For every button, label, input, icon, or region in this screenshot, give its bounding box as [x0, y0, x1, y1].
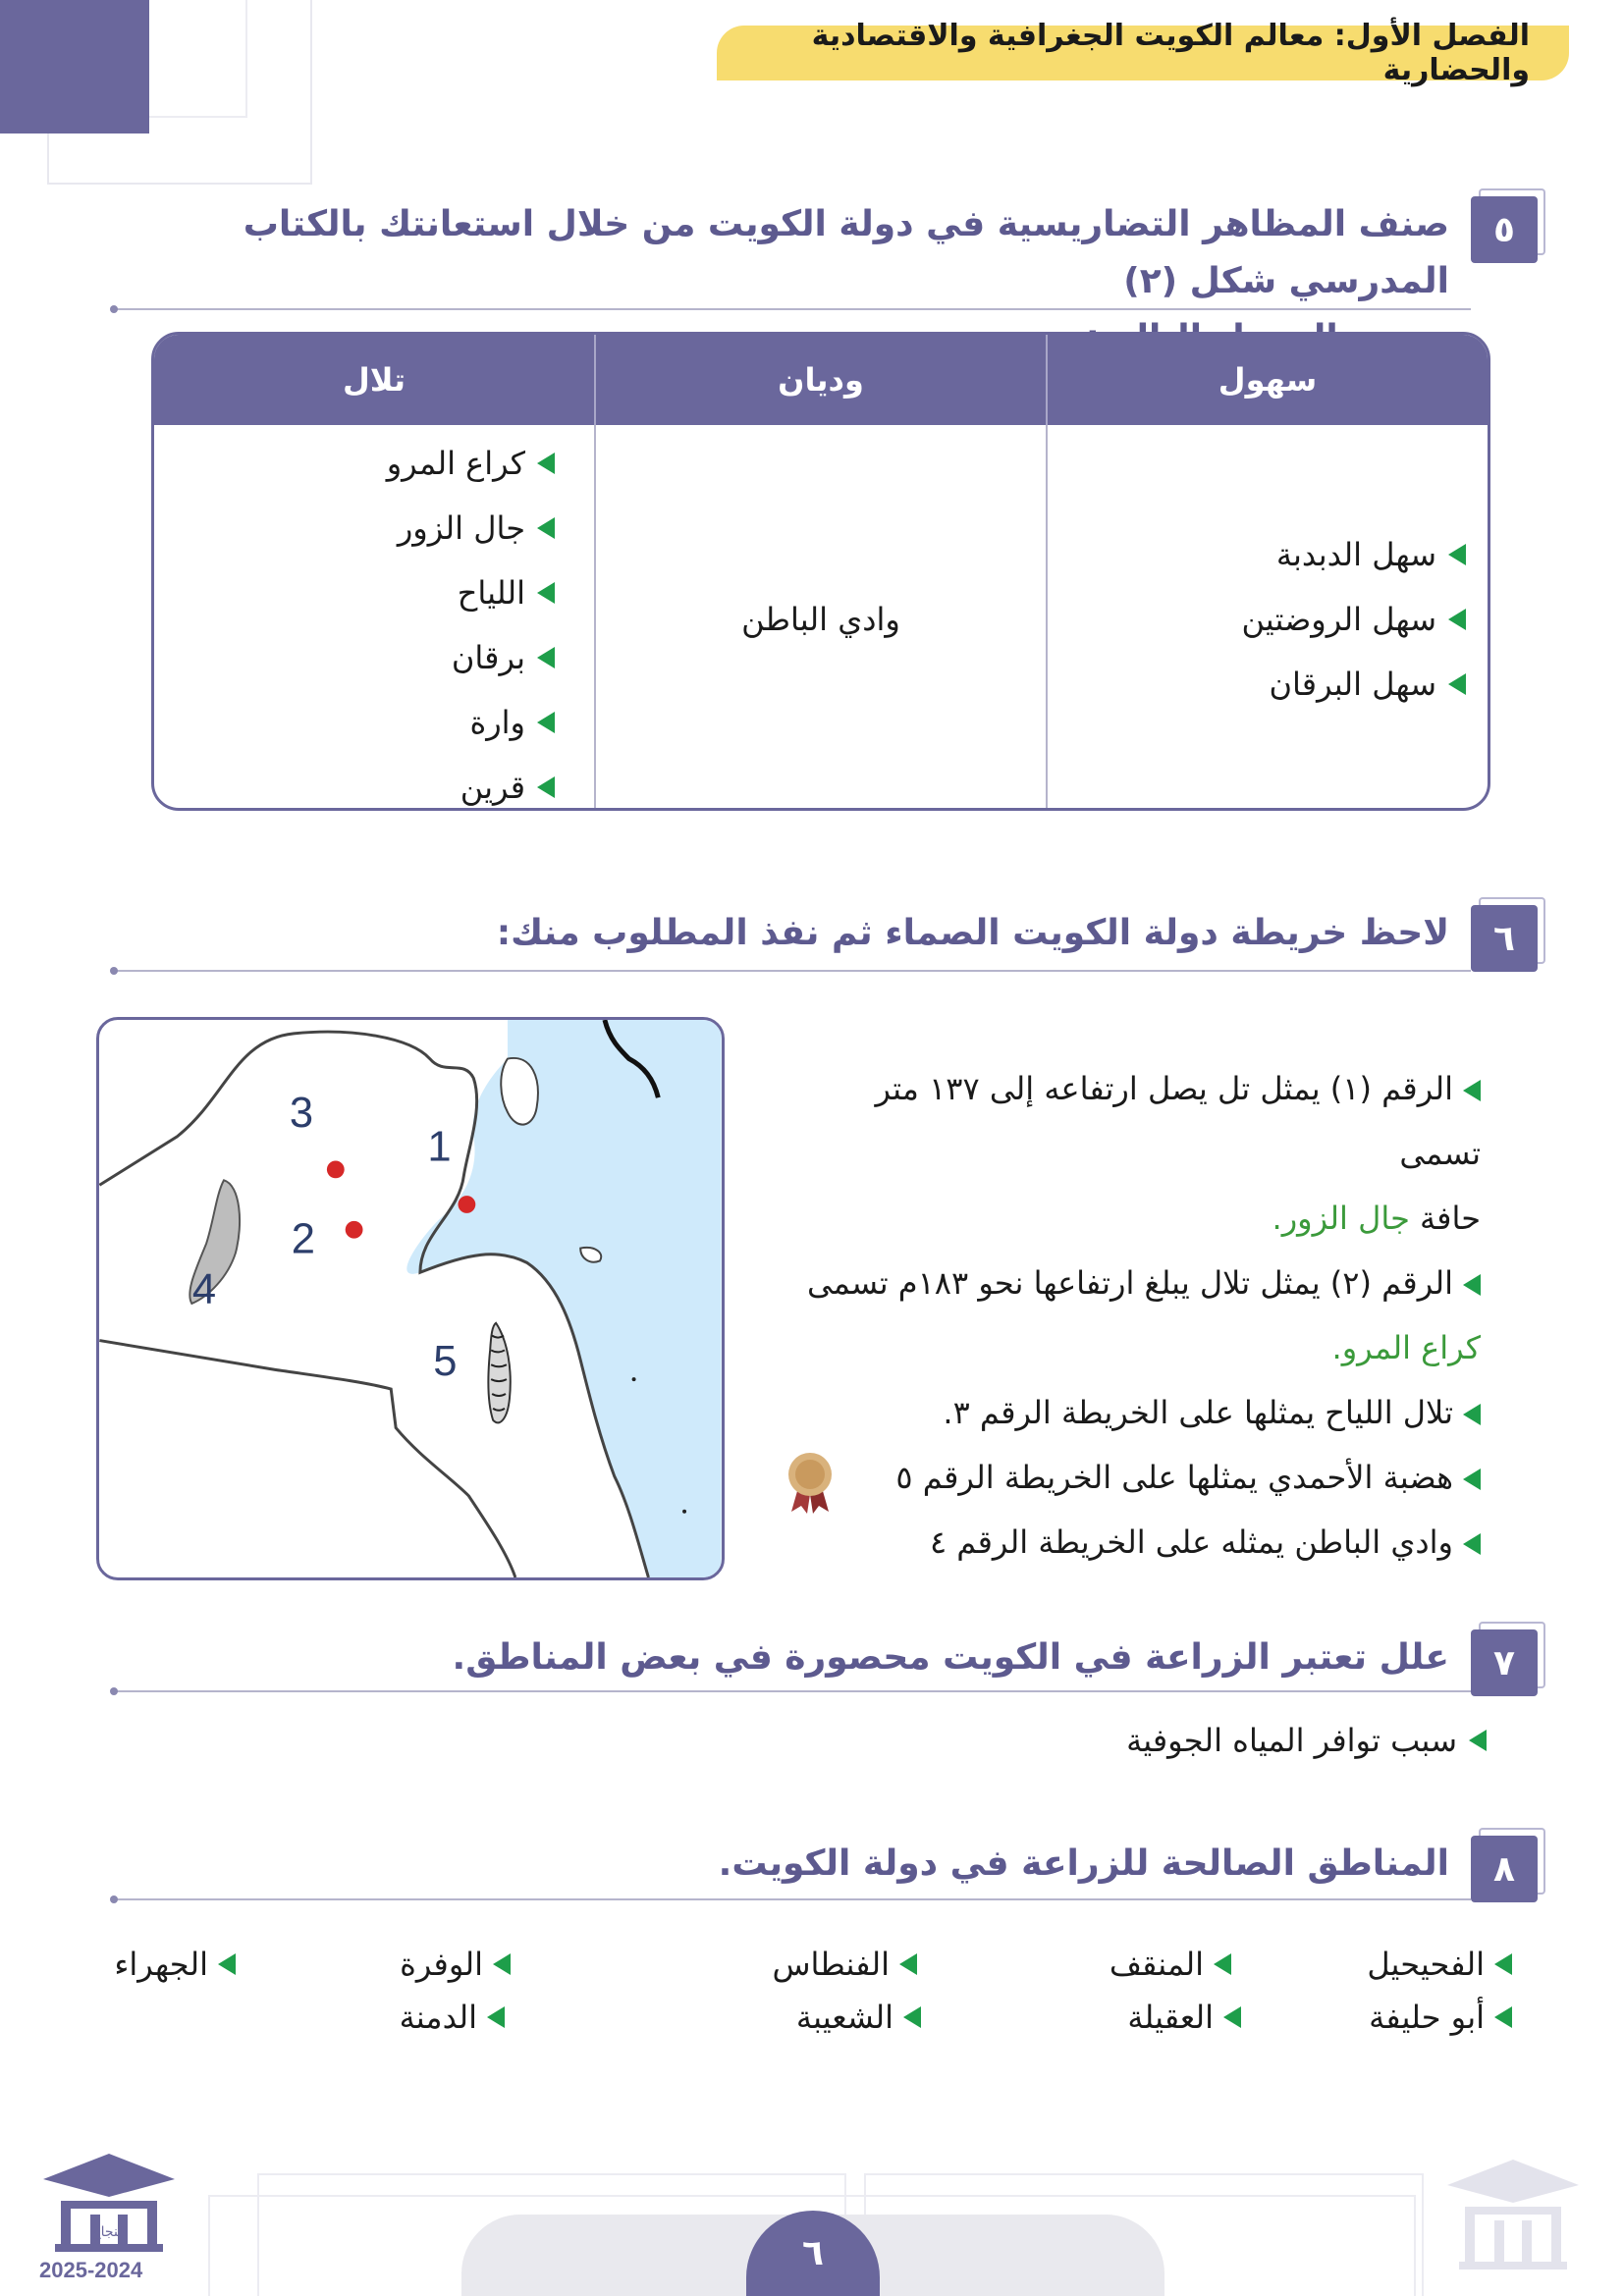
- corner-block-decoration: [0, 0, 149, 133]
- area-name: الدمنة: [399, 1999, 477, 2036]
- arrow-icon: [537, 647, 555, 668]
- question-6-header: [114, 905, 1538, 972]
- answer-4-text: هضبة الأحمدي يمثلها على الخريطة الرقم ٥: [895, 1459, 1453, 1496]
- arrow-icon: [1448, 609, 1466, 630]
- hill-name: وارة: [469, 704, 525, 741]
- area-item: [1367, 1946, 1512, 1983]
- answer-1-text: الرقم (١) يمثل تل يصل ارتفاعه إلى ١٣٧ متر تسمى: [875, 1070, 1481, 1172]
- question-5-number: ٥: [1471, 196, 1538, 263]
- map-dot-small: [632, 1377, 636, 1381]
- map-label-5: 5: [433, 1338, 458, 1386]
- column-header-plains: سهول: [1046, 335, 1488, 425]
- arrow-icon: [537, 517, 555, 539]
- map-point-3: [327, 1160, 345, 1178]
- list-item: [387, 431, 555, 496]
- hill-name: جال الزور: [397, 509, 525, 547]
- question-7-number: ٧: [1471, 1629, 1538, 1696]
- question-7-answer-text: سبب توافر المياه الجوفية: [1126, 1722, 1457, 1759]
- question-5-title-line1: صنف المظاهر التضاريسية في دولة الكويت من خلال استعانتك بالكتاب المدرسي شكل (٢): [243, 204, 1449, 301]
- area-item: [1110, 1946, 1231, 1983]
- answer-item-4: [793, 1445, 1481, 1510]
- area-name: الفحيحيل: [1367, 1946, 1485, 1983]
- arrow-icon: [493, 1953, 511, 1975]
- question-5-rule: [114, 308, 1471, 310]
- answer-3-text: تلال اللياح يمثلها على الخريطة الرقم ٣.: [943, 1394, 1453, 1431]
- chapter-title: الفصل الأول: معالم الكويت الجغرافية والاقتصادية والحضارية: [811, 19, 1530, 87]
- answer-1-value: جال الزور.: [1272, 1200, 1410, 1237]
- list-item: [1241, 652, 1466, 717]
- arrow-icon: [537, 776, 555, 798]
- plain-name: سهل الدبدبة: [1275, 536, 1436, 573]
- list-item: [387, 625, 555, 690]
- list-item: [387, 496, 555, 561]
- hill-name: قرين: [460, 769, 525, 806]
- terrain-table-header: [154, 335, 1488, 425]
- area-name: المنقف: [1109, 1946, 1204, 1983]
- area-item: [1369, 1999, 1512, 2036]
- terrain-table: [151, 332, 1490, 811]
- arrow-icon: [903, 2006, 921, 2028]
- map-label-2: 2: [291, 1215, 316, 1263]
- answer-item-5: [793, 1510, 1481, 1575]
- hill-name: اللياح: [457, 574, 525, 612]
- arrow-icon: [1448, 673, 1466, 695]
- question-8-title: المناطق الصالحة للزراعة في دولة الكويت.: [718, 1843, 1449, 1884]
- kuwait-map-svg: [99, 1020, 722, 1577]
- area-item: [772, 1946, 917, 1983]
- area-item: [1127, 1999, 1241, 2036]
- answer-2-text: الرقم (٢) يمثل تلال يبلغ ارتفاعها نحو ١٨٣م تسمى: [806, 1264, 1453, 1302]
- map-label-1: 1: [427, 1123, 452, 1171]
- arrow-icon: [1494, 2006, 1512, 2028]
- area-item: [796, 1999, 921, 2036]
- plain-name: سهل البرقان: [1269, 666, 1436, 703]
- list-item: [387, 690, 555, 755]
- map-point-1: [458, 1196, 475, 1213]
- valleys-cell: [594, 425, 1046, 811]
- arrow-icon: [537, 712, 555, 733]
- question-6-answers: [793, 1056, 1481, 1575]
- question-6-number: ٦: [1471, 905, 1538, 972]
- question-6-title: لاحظ خريطة دولة الكويت الصماء ثم نفذ المطلوب منك:: [496, 913, 1449, 953]
- area-name: الوفرة: [400, 1946, 483, 1983]
- terrain-table-body: [154, 425, 1488, 811]
- answer-item-2: [793, 1251, 1481, 1315]
- arrow-icon: [218, 1953, 236, 1975]
- answer-2-value: كراع المرو.: [1331, 1329, 1481, 1366]
- arrow-icon: [1214, 1953, 1231, 1975]
- answer-item-1-cont: [793, 1186, 1481, 1251]
- list-item: [387, 755, 555, 811]
- list-item: [387, 561, 555, 625]
- hills-list: [387, 425, 594, 811]
- area-name: الشعيبة: [795, 1999, 893, 2036]
- page-number: ٦: [746, 2211, 880, 2296]
- question-6-rule: [114, 970, 1471, 972]
- plain-name: سهل الروضتين: [1241, 601, 1436, 638]
- logo-text: النجاح: [91, 2224, 127, 2240]
- question-8-header: [114, 1836, 1538, 1902]
- answer-item-2-cont: [793, 1315, 1481, 1380]
- plains-cell: [1046, 425, 1488, 811]
- arrow-icon: [1463, 1080, 1481, 1101]
- answer-5-text: وادي الباطن يمثله على الخريطة الرقم ٤: [929, 1523, 1453, 1561]
- najah-logo-watermark: [1439, 2156, 1587, 2283]
- answer-item-3: [793, 1380, 1481, 1445]
- area-name: العقيلة: [1127, 1999, 1214, 2036]
- answer-item-1: [793, 1056, 1481, 1186]
- area-name: الفنطاس: [772, 1946, 890, 1983]
- list-item: [1241, 522, 1466, 587]
- answer-1-prefix: حافة: [1420, 1200, 1481, 1237]
- map-label-3: 3: [289, 1089, 314, 1137]
- map-point-2: [346, 1221, 363, 1239]
- hill-name: برقان: [451, 639, 525, 676]
- arrow-icon: [899, 1953, 917, 1975]
- question-7-rule: [114, 1690, 1471, 1692]
- kuwait-map: [96, 1017, 725, 1580]
- arrow-icon: [1223, 2006, 1241, 2028]
- area-item: [114, 1946, 236, 1983]
- arrow-icon: [537, 453, 555, 474]
- question-7-answer: [1126, 1722, 1487, 1759]
- arrow-icon: [1469, 1730, 1487, 1751]
- question-8-rule: [114, 1898, 1471, 1900]
- map-dot-small: [682, 1510, 686, 1514]
- arrow-icon: [1494, 1953, 1512, 1975]
- arrow-icon: [1463, 1274, 1481, 1296]
- map-label-4: 4: [191, 1265, 217, 1313]
- sea-area: [406, 1020, 721, 1577]
- area-item: [400, 1999, 505, 2036]
- arrow-icon: [487, 2006, 505, 2028]
- arrow-icon: [1448, 544, 1466, 565]
- question-7-title: علل تعتبر الزراعة في الكويت محصورة في بعض المناطق.: [452, 1637, 1449, 1678]
- logo-year: 2025-2024: [39, 2258, 143, 2282]
- area-name: الجهراء: [114, 1946, 208, 1983]
- hills-cell: [154, 425, 594, 811]
- area-name: أبو حليفة: [1369, 1999, 1485, 2036]
- arrow-icon: [1463, 1468, 1481, 1490]
- column-header-hills: تلال: [342, 361, 406, 399]
- valley-name: وادي الباطن: [741, 601, 900, 638]
- hill-name: كراع المرو: [386, 445, 525, 482]
- plains-list: [1241, 522, 1488, 717]
- question-7-header: [114, 1629, 1538, 1696]
- chapter-banner: [717, 19, 1569, 87]
- arrow-icon: [537, 582, 555, 604]
- arrow-icon: [1463, 1404, 1481, 1425]
- question-8-number: ٨: [1471, 1836, 1538, 1902]
- medal-icon: [784, 1451, 837, 1514]
- column-header-valleys: وديان: [594, 335, 1046, 425]
- arrow-icon: [1463, 1533, 1481, 1555]
- area-item: [400, 1946, 511, 1983]
- list-item: [1241, 587, 1466, 652]
